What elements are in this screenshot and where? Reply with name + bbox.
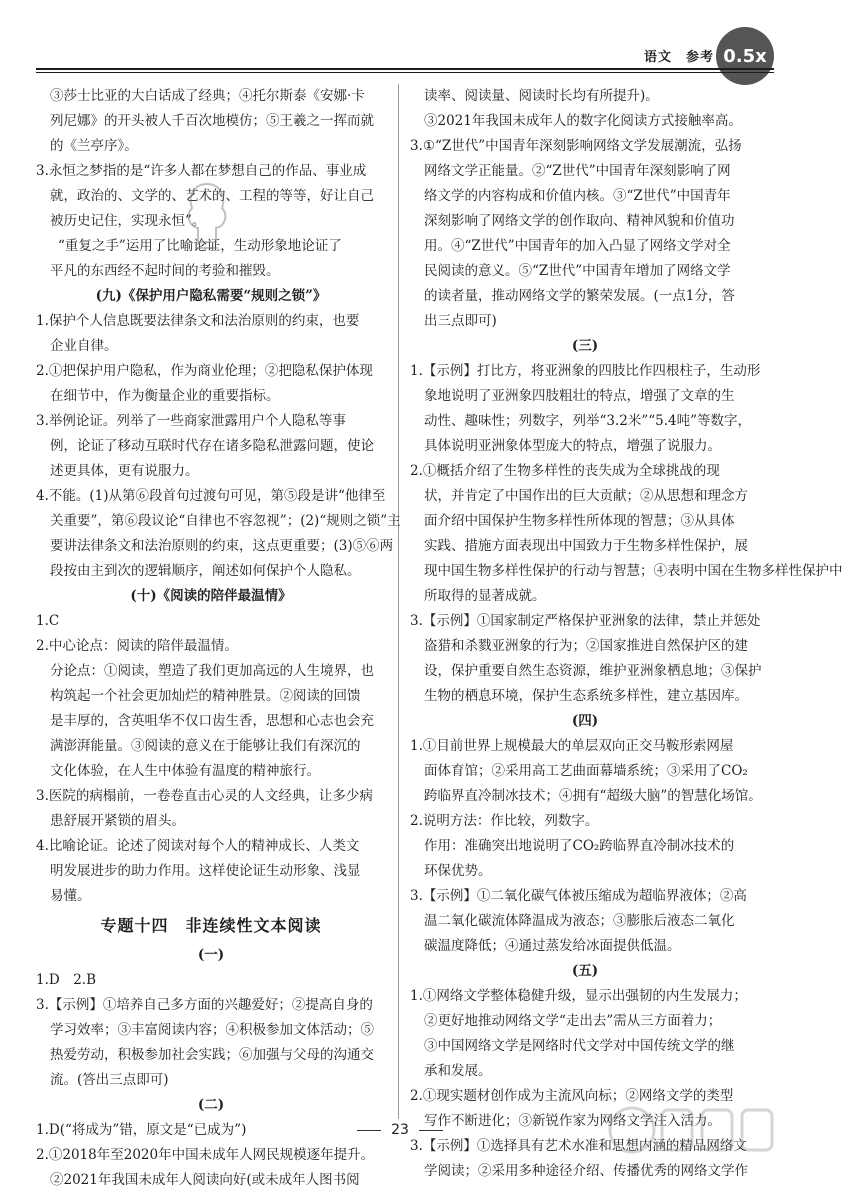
answer-line: 关重要”，第⑥段议论“自律也不容忽视”；(2)“规则之锁”主 <box>50 513 401 529</box>
header-rule-thin <box>36 72 774 73</box>
answer-line: 2.①现实题材创作成为主流风向标；②网络文学的类型 <box>410 1088 734 1104</box>
answer-line: 民阅读的意义。⑤“Z世代”中国青年增加了网络文学 <box>424 263 731 279</box>
page-number: 23 <box>391 1122 409 1138</box>
answer-line: 实践、措施方面表现出中国致力于生物多样性保护，展 <box>424 538 748 554</box>
answer-line: 1.C <box>36 613 60 629</box>
answer-line: 温二氧化碳流体降温成为液态；③膨胀后液态二氧化 <box>424 913 735 929</box>
answer-line: 的《兰亭序》。 <box>50 138 138 154</box>
section-heading: (五) <box>571 963 599 979</box>
subject-label: 语文 <box>643 50 672 65</box>
answer-line: ②更好地推动网络文学“走出去”需从三方面着力； <box>424 1013 722 1029</box>
answer-line: 环保优势。 <box>424 863 492 879</box>
answer-line: 面介绍中国保护生物多样性所体现的智慧；③从具体 <box>424 513 735 529</box>
answer-line: 平凡的东西经不起时间的考验和摧毁。 <box>50 263 280 279</box>
answer-line: 易懂。 <box>50 888 91 904</box>
answer-line: 跨临界直冷制冰技术；④拥有“超级大脑”的智慧化场馆。 <box>424 788 762 804</box>
answer-line: 文化体验，在人生中体验有温度的精神旅行。 <box>50 763 320 779</box>
right-column <box>410 84 843 1184</box>
section-heading: (十)《阅读的陪伴最温情》 <box>130 588 292 604</box>
answer-line: 3.举例论证。列举了一些商家泄露用户个人隐私等事 <box>36 413 346 429</box>
answer-line: 络文学的内容构成和价值内核。③“Z世代”中国青年 <box>424 188 731 204</box>
answer-line: 4.不能。(1)从第⑥段首句过渡句可见，第⑤段是讲“他律至 <box>36 488 386 504</box>
topic-heading: 专题十四 非连续性文本阅读 <box>100 916 322 935</box>
answer-line: 满澎湃能量。③阅读的意义在于能够让我们有深沉的 <box>50 738 361 754</box>
answer-line: 具体说明亚洲象体型庞大的特点，增强了说服力。 <box>424 438 721 454</box>
answer-line: 构筑起一个社会更加灿烂的精神胜景。②阅读的回馈 <box>50 688 361 704</box>
answer-line: 的读者量，推动网络文学的繁荣发展。(一点1分，答 <box>424 288 735 304</box>
section-heading: (四) <box>571 713 599 729</box>
header-subject <box>644 46 714 65</box>
answer-line: 1.D 2.B <box>36 972 97 988</box>
stamp-mark-icon <box>176 178 238 256</box>
answer-line: 作用：准确突出地说明了CO₂跨临界直冷制冰技术的 <box>424 838 735 854</box>
section-heading: (二) <box>197 1097 225 1113</box>
answer-line: 网络文学正能量。②“Z世代”中国青年深刻影响了网 <box>424 163 731 179</box>
section-heading: (九)《保护用户隐私需要“规则之锁”》 <box>95 288 327 304</box>
answer-line: 是丰厚的，含英咀华不仅口齿生香，思想和心志也会充 <box>50 713 374 729</box>
answer-line: 出三点即可) <box>424 313 497 329</box>
header-rule-thick <box>36 68 774 70</box>
answer-line: “重复之手”运用了比喻论证，生动形象地论证了 <box>58 238 342 254</box>
page-footer <box>0 1122 800 1138</box>
answer-line: 3.【示例】①国家制定严格保护亚洲象的法律，禁止并惩处 <box>410 613 761 629</box>
answer-line: 2.①概括介绍了生物多样性的丧失成为全球挑战的现 <box>410 463 720 479</box>
answer-line: ③莎士比亚的大白话成了经典；④托尔斯泰《安娜·卡 <box>50 88 365 104</box>
answer-line: 在细节中，作为衡量企业的重要指标。 <box>50 388 280 404</box>
answer-line: 碳温度降低；④通过蒸发给冰面提供低温。 <box>424 938 681 954</box>
answer-line: ③中国网络文学是网络时代文学对中国传统文学的继 <box>424 1038 735 1054</box>
answer-line: 承和发展。 <box>424 1063 492 1079</box>
answer-line: 3.【示例】①培养自己多方面的兴趣爱好；②提高自身的 <box>36 997 373 1013</box>
answer-line: 段按由主到次的逻辑顺序，阐述如何保护个人隐私。 <box>50 563 361 579</box>
answer-line: 学阅读；②采用多种途径介绍、传播优秀的网络文学作 <box>424 1163 748 1179</box>
answer-line: 3.医院的病榻前，一卷卷直击心灵的人文经典，让多少病 <box>36 788 373 804</box>
answer-line: 1.【示例】打比方，将亚洲象的四肢比作四根柱子，生动形 <box>410 363 761 379</box>
answer-line: 1.①目前世界上规模最大的单层双向正交马鞍形索网屋 <box>410 738 734 754</box>
answer-line: 深刻影响了网络文学的创作取向、精神风貌和价值功 <box>424 213 735 229</box>
section-heading: (三) <box>571 338 599 354</box>
answer-line: 热爱劳动，积极参加社会实践；⑥加强与父母的沟通交 <box>50 1047 374 1063</box>
answer-line: 3.【示例】①二氧化碳气体被压缩成为超临界液体；②高 <box>410 888 747 904</box>
answer-line: 3.①“Z世代”中国青年深刻影响网络文学发展潮流，弘扬 <box>410 138 742 154</box>
answer-line: 要讲法律条文和法治原则的约束，这点更重要；(3)⑤⑥两 <box>50 538 394 554</box>
answer-line: 例，论证了移动互联时代存在诸多隐私泄露问题，使论 <box>50 438 374 454</box>
answer-line: 设，保护重要自然生态资源，维护亚洲象栖息地；③保护 <box>424 663 762 679</box>
answer-line: 列尼娜》的开头被人千百次地模仿；⑤王羲之一挥而就 <box>50 113 374 129</box>
answer-line: 2.①2018年至2020年中国未成年人网民规模逐年提升。 <box>36 1147 375 1163</box>
answer-line: 状，并肯定了中国作出的巨大贡献；②从思想和理念方 <box>424 488 748 504</box>
answer-line: 2.①把保护用户隐私，作为商业伦理；②把隐私保护体现 <box>36 363 373 379</box>
answer-line: 3.【示例】①选择具有艺术水准和思想内涵的精品网络文 <box>410 1138 747 1154</box>
footer-dash-left <box>357 1130 381 1131</box>
answer-line: 1.保护个人信息既要法律条文和法治原则的约束，也要 <box>36 313 360 329</box>
answer-line: 就，政治的、文学的、艺术的、工程的等等，好让自己 <box>50 188 374 204</box>
answer-line: 读率、阅读量、阅读时长均有所提升)。 <box>424 88 659 104</box>
zoom-level-button[interactable]: 0.5x <box>716 27 774 85</box>
answer-line: 分论点：①阅读，塑造了我们更加高远的人生境界，也 <box>50 663 374 679</box>
answer-line: 流。(答出三点即可) <box>50 1072 169 1088</box>
answer-line: 3.永恒之梦指的是“许多人都在梦想自己的作品、事业成 <box>36 163 367 179</box>
answer-line: 1.①网络文学整体稳健升级，显示出强韧的内生发展力； <box>410 988 747 1004</box>
answer-line: ③2021年我国未成年人的数字化阅读方式接触率高。 <box>424 113 742 129</box>
answer-line: 动性、趣味性；列数字，列举“3.2米”“5.4吨”等数字， <box>424 413 752 429</box>
answer-line: 生物的栖息环境，保护生态系统多样性，建立基因库。 <box>424 688 748 704</box>
answer-line: 被历史记住，实现永恒”。 <box>50 213 206 229</box>
column-divider <box>398 84 399 1119</box>
answer-line: 述更具体，更有说服力。 <box>50 463 199 479</box>
page-header <box>0 0 800 78</box>
answer-line: 所取得的显著成就。 <box>424 588 546 604</box>
answer-line: 2.说明方法：作比较，列数字。 <box>410 813 599 829</box>
answer-line: 企业自律。 <box>50 338 118 354</box>
answer-line: 现中国生物多样性保护的行动与智慧；④表明中国在生物多样性保护中 <box>424 563 843 579</box>
answer-line: 面体育馆；②采用高工艺曲面幕墙系统；③采用了CO₂ <box>424 763 748 779</box>
answer-line: 1.D(“将成为”错，原文是“已成为”) <box>36 1122 247 1138</box>
answer-line: ②2021年我国未成年人阅读向好(或未成年人图书阅 <box>50 1172 360 1188</box>
answer-line: 学习效率；③丰富阅读内容；④积极参加文体活动；⑤ <box>50 1022 374 1038</box>
answer-line: 写作不断进化；③新锐作家为网络文学注入活力。 <box>424 1113 721 1129</box>
answer-line: 用。④“Z世代”中国青年的加入凸显了网络文学对全 <box>424 238 731 254</box>
answer-line: 明发展进步的助力作用。这样使论证生动形象、浅显 <box>50 863 361 879</box>
footer-dash-right <box>419 1130 443 1131</box>
answer-line: 患舒展开紧锁的眉头。 <box>50 813 185 829</box>
answer-line: 2.中心论点：阅读的陪伴最温情。 <box>36 638 238 654</box>
section-heading: (一) <box>197 947 225 963</box>
answer-line: 4.比喻论证。论述了阅读对每个人的精神成长、人类文 <box>36 838 360 854</box>
answer-line: 盗猎和杀戮亚洲象的行为；②国家推进自然保护区的建 <box>424 638 748 654</box>
ref-label: 参考 <box>685 50 714 65</box>
answer-line: 象地说明了亚洲象四肢粗壮的特点，增强了文章的生 <box>424 388 735 404</box>
